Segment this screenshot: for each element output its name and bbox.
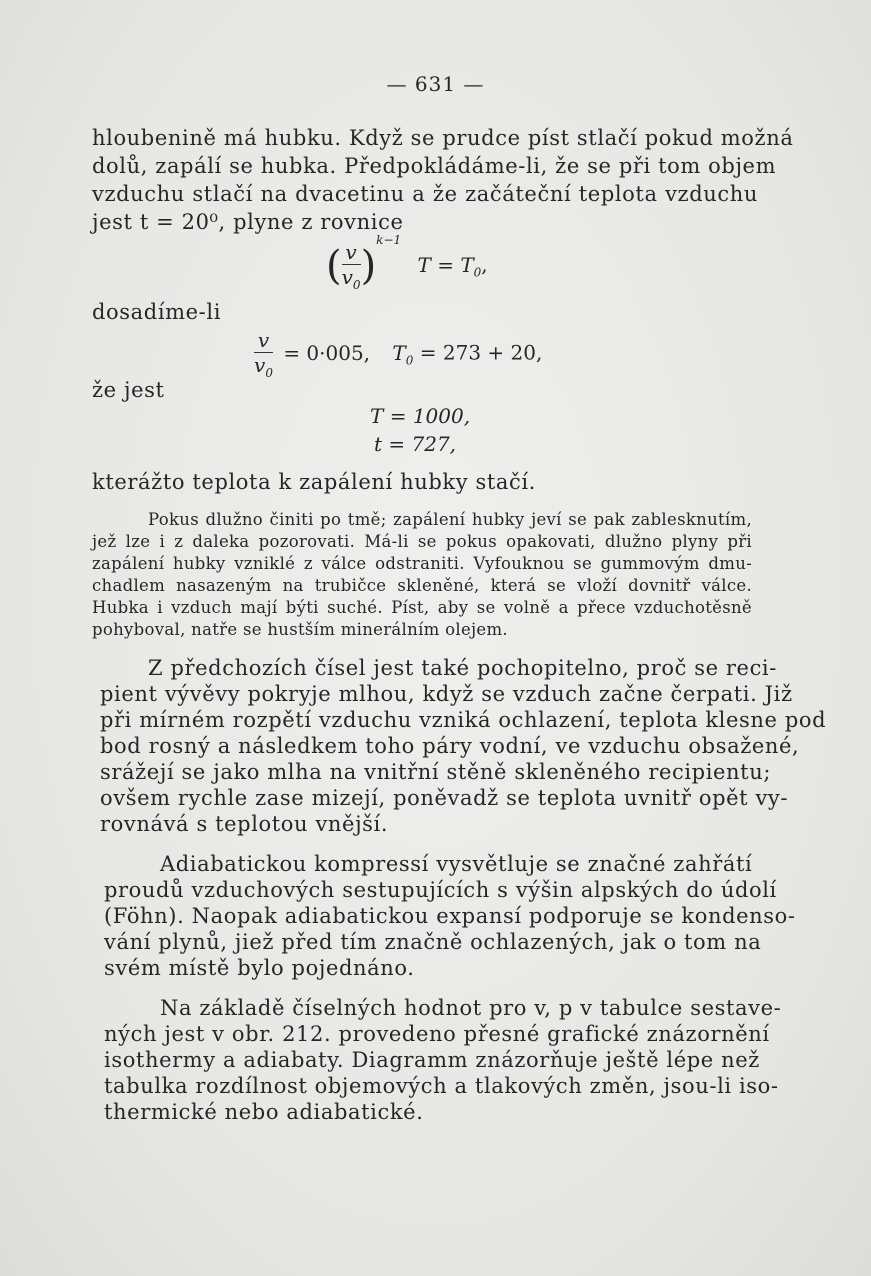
para4-line-4: tabulka rozdílnost objemových a tlakových změn, jsou-li iso- [104, 1074, 779, 1098]
fraction-numerator-2: v [254, 328, 273, 353]
equation-1 [326, 232, 488, 292]
fraction-denominator-2 [254, 353, 273, 380]
para1-line-3: vzduchu stlačí na dvacetinu a že začáteční teplota vzduchu [92, 182, 758, 206]
den-symbol: v [341, 265, 353, 289]
fraction-v-over-v0 [342, 240, 361, 292]
rhs-subscript: 0 [473, 265, 482, 280]
t0-subscript: 0 [405, 353, 414, 368]
para4-line-5: thermické nebo adiabatické. [104, 1100, 424, 1124]
para2-line-5: srážejí se jako mlha na vnitřní stěně skleněného recipientu; [100, 760, 772, 784]
fraction-v-over-v0-2 [254, 328, 273, 380]
line-kterazto: kterážto teplota k zapálení hubky stačí. [92, 470, 536, 494]
fraction-denominator [342, 265, 361, 292]
exponent: k−1 [376, 232, 402, 247]
note-line-2: jež lze i z daleka pozorovati. Má-li se pokus opakovati, dlužno plyny při [92, 532, 752, 551]
equation-T: T = 1000, [370, 404, 471, 428]
den-symbol-2: v [254, 353, 266, 377]
para2-line-2: pient vývěvy pokryje mlhou, když se vzduch začne čerpati. Již [100, 682, 793, 706]
t0-symbol: T [392, 340, 406, 365]
note-line-3: zapálení hubky vzniklé z válce odstraniti. Vyfouknou se gummovým dmu- [92, 554, 752, 573]
para4-line-2: ných jest v obr. 212. provedeno přesné grafické znázornění [104, 1022, 770, 1046]
note-line-4: chadlem nasazeným na trubičce skleněné, která se vloží dovnitř válce. [92, 576, 752, 595]
den-subscript: 0 [352, 278, 361, 292]
para2-line-7: rovnává s teplotou vnější. [100, 812, 389, 836]
para3-line-3: (Föhn). Naopak adiabatickou expansí podporuje se kondenso- [104, 904, 796, 928]
para2-line-6: ovšem rychle zase mizejí, poněvadž se teplota uvnitř opět vy- [100, 786, 789, 810]
left-paren: ( [326, 243, 342, 289]
label-dosadime-li: dosadíme-li [92, 300, 222, 324]
para1-line-2: dolů, zapálí se hubka. Předpokládáme-li, že se při tom objem [92, 154, 777, 178]
rhs-tail: , [481, 252, 488, 277]
right-paren: ) [360, 243, 377, 289]
fraction-numerator: v [342, 240, 361, 265]
rhs-expression: T = T [417, 252, 474, 277]
para4-line-1: Na základě číselných hodnot pro v, p v tabulce sestave- [160, 996, 782, 1020]
page-number: — 631 — [386, 72, 485, 96]
equation-t: t = 727, [374, 432, 457, 456]
den-subscript-2: 0 [265, 366, 273, 380]
note-line-5: Hubka i vzduch mají býti suché. Píst, aby se volně a přece vzduchotěsně [92, 598, 752, 617]
para3-line-5: svém místě bylo pojednáno. [104, 956, 415, 980]
para4-line-3: isothermy a adiabaty. Diagramm znázorňuje ještě lépe než [104, 1048, 760, 1072]
note-line-6: pohyboval, natře se hustším minerálním olejem. [92, 620, 508, 639]
para1-line-4: jest t = 20⁰, plyne z rovnice [92, 210, 404, 234]
para3-line-1: Adiabatickou kompressí vysvětluje se značné zahřátí [160, 852, 753, 876]
para3-line-2: proudů vzduchových sestupujících s výšin alpských do údolí [104, 878, 777, 902]
para2-line-1: Z předchozích čísel jest také pochopitelno, proč se reci- [148, 656, 777, 680]
ratio-value: = 0·005, [283, 340, 371, 365]
label-ze-jest: že jest [92, 378, 165, 402]
para1-line-1: hloubenině má hubku. Když se prudce píst stlačí pokud možná [92, 126, 794, 150]
para2-line-4: bod rosný a následkem toho páry vodní, ve vzduchu obsažené, [100, 734, 800, 758]
para3-line-4: vání plynů, jiež před tím značně ochlazených, jak o tom na [104, 930, 762, 954]
para2-line-3: při mírném rozpětí vzduchu vzniká ochlazení, teplota klesne pod [100, 708, 827, 732]
t0-value: = 273 + 20, [419, 340, 543, 365]
note-line-1: Pokus dlužno činiti po tmě; zapálení hubky jeví se pak zablesknutím, [148, 510, 752, 529]
equation-2 [254, 328, 542, 380]
